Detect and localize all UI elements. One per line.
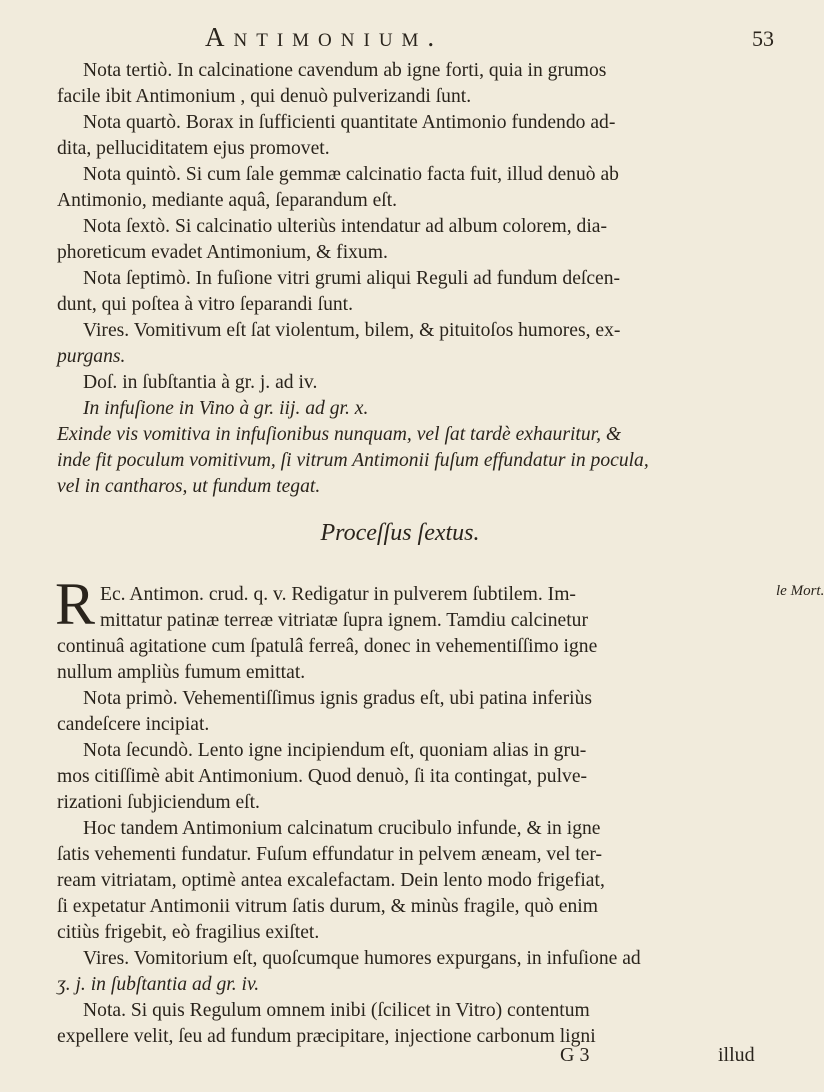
signature-mark: G 3 [560,1044,590,1066]
text-line: facile ibit Antimonium , qui denuò pulverizandi ſunt. [57,86,472,107]
text-line: Nota primò. Vehementiſſimus ignis gradus eſt, ubi patina inferiùs [83,688,592,709]
text-line: mittatur patinæ terreæ vitriatæ ſupra ignem. Tamdiu calcinetur [100,610,588,631]
running-header [0,22,800,56]
margin-note: le Mort. [776,583,824,599]
text-line: Nota quintò. Si cum ſale gemmæ calcinatio facta fuit, illud denuò ab [83,164,619,185]
text-line: Hoc tandem Antimonium calcinatum crucibulo infunde, & in igne [83,818,601,839]
text-line: Nota tertiò. In calcinatione cavendum ab igne forti, quia in grumos [83,60,607,81]
section-heading: Proceſſus ſextus. [320,520,480,546]
text-line: ſatis vehementi fundatur. Fuſum effundatur in pelvem æneam, vel ter- [57,844,603,865]
text-line: Nota quartò. Borax in ſufficienti quantitate Antimonio fundendo ad- [83,112,616,133]
catchword: illud [718,1044,755,1066]
text-line: Nota ſecundò. Lento igne incipiendum eſt, quoniam alias in gru- [83,740,587,761]
text-line: Doſ. in ſubſtantia à gr. j. ad iv. [83,372,318,393]
text-line: purgans. [57,346,126,367]
text-line: citiùs frigebit, eò fragilius exiſtet. [57,922,320,943]
running-title: Antimonium. [205,22,444,52]
text-line: continuâ agitatione cum ſpatulâ ferreâ, donec in vehementiſſimo igne [57,636,598,657]
text-line: Nota ſextò. Si calcinatio ulteriùs intendatur ad album colorem, dia- [83,216,607,237]
text-line: Nota ſeptimò. In fuſione vitri grumi aliqui Reguli ad fundum deſcen- [83,268,621,289]
text-line: dunt, qui poſtea à vitro ſeparandi ſunt. [57,294,354,315]
page-number: 53 [752,26,774,51]
text-line: expellere velit, ſeu ad fundum præcipitare, injectione carbonum ligni [57,1026,596,1047]
text-line: nullum ampliùs fumum emittat. [57,662,306,683]
drop-cap: R [55,571,96,637]
text-line: candeſcere incipiat. [57,714,210,735]
text-line: phoreticum evadet Antimonium, & fixum. [57,242,388,263]
text-line: ream vitriatam, optimè antea excalefactam. Dein lento modo frigefiat, [57,870,605,891]
text-line: Ec. Antimon. crud. q. v. Redigatur in pulverem ſubtilem. Im- [100,584,576,605]
text-line: Vires. Vomitorium eſt, quoſcumque humores expurgans, in infuſione ad [83,948,641,969]
text-line: Antimonio, mediante aquâ, ſeparandum eſt. [57,190,398,211]
text-line: ʒ. j. in ſubſtantia ad gr. iv. [57,974,260,995]
text-line: vel in cantharos, ut fundum tegat. [57,476,321,497]
text-line: dita, pelluciditatem ejus promovet. [57,138,330,159]
text-line: Vires. Vomitivum eſt ſat violentum, bilem, & pituitoſos humores, ex- [83,320,621,341]
text-line: In infuſione in Vino à gr. iij. ad gr. x. [83,398,369,419]
text-line: rizationi ſubjiciendum eſt. [57,792,260,813]
text-line: mos citiſſimè abit Antimonium. Quod denuò, ſi ita contingat, pulve- [57,766,588,787]
text-line: inde fit poculum vomitivum, ſi vitrum Antimonii fuſum effundatur in pocula, [57,450,649,471]
text-line: Nota. Si quis Regulum omnem inibi (ſcilicet in Vitro) contentum [83,1000,590,1021]
text-line: ſi expetatur Antimonii vitrum ſatis durum, & minùs fragile, quò enim [57,896,598,917]
text-line: Exinde vis vomitiva in infuſionibus nunquam, vel ſat tardè exhauritur, & [57,424,622,445]
